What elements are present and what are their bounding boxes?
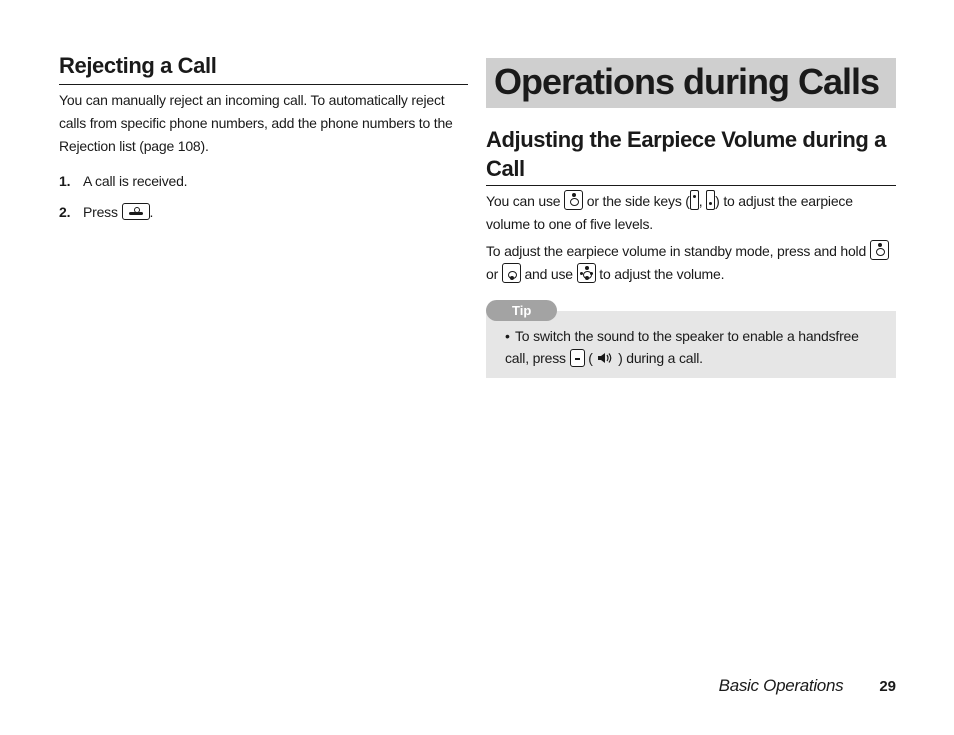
step-text [83,201,153,224]
nav-key-up-icon [870,240,889,260]
tip-bullet: • [505,328,510,344]
tip-text-a: To switch the sound to the speaker to enable a handsfree call, press [505,328,859,366]
step-number: 2. [59,204,71,220]
step-item [59,170,468,193]
para2-text-b: or [486,266,499,282]
section-heading-earpiece: Adjusting the Earpiece Volume during a Call [486,125,896,186]
side-key-up-icon [690,190,699,210]
para2-text-c: and use [524,266,573,282]
side-key-down-icon [706,190,715,210]
para2-text-d: to adjust the volume. [599,266,725,282]
nav-key-4way-icon [577,263,596,283]
page-number: 29 [879,678,896,695]
tip-text-c: ) during a call. [618,350,703,366]
footer-section-name: Basic Operations [718,676,844,695]
step-list [59,170,468,224]
step-number: 1. [59,173,71,189]
nav-key-icon [564,190,583,210]
para1-text-d: ) to adjust the earpiece volume to one of five levels. [486,193,853,232]
rejecting-intro: You can manually reject an incoming call. To automatically reject calls from specific phone numbers, add the phone numbers to the Rejection list (page 108). [59,92,453,154]
para1-text-c: , [698,193,703,209]
para1-text-a: You can use [486,193,561,209]
left-column [59,52,468,232]
speaker-icon [596,351,614,365]
step-item [59,201,468,224]
step-text-before: Press [83,204,118,220]
step-text: A call is received. [83,173,188,189]
para1-text-b: or the side keys ( [586,193,690,209]
tip-text-b: ( [588,350,593,366]
section-heading-rejecting: Rejecting a Call [59,52,468,85]
tip-box [486,311,896,378]
tip-label: Tip [486,300,557,321]
earpiece-para-1 [486,190,896,236]
nav-key-down-icon [502,263,521,283]
page-footer [719,676,896,696]
earpiece-para-2 [486,240,896,286]
chapter-banner: Operations during Calls [486,58,896,108]
right-column [486,58,896,378]
soft-key-icon [570,349,585,367]
tip-block [486,300,896,378]
end-call-key-icon [122,203,150,220]
step-text-after: . [149,204,154,220]
para2-text-a: To adjust the earpiece volume in standby mode, press and hold [486,243,867,259]
